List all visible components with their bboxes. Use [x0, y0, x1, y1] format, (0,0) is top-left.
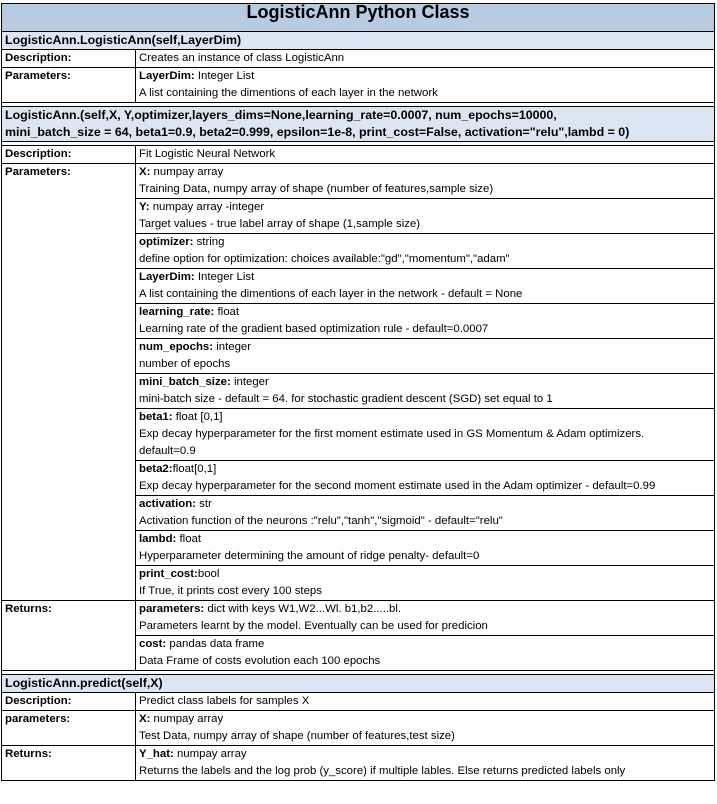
param-description: Training Data, numpy array of shape (number of features,sample size)	[139, 183, 494, 195]
return-description: Returns the labels and the log prob (y_score) if multiple lables. Else returns predicted labels only	[139, 765, 626, 777]
constructor-description: Creates an instance of class LogisticAnn	[136, 50, 715, 68]
param-header	[139, 461, 711, 478]
param-description: Activation function of the neurons :"relu","tanh","sigmoid" - default="relu"	[139, 515, 503, 527]
return-description: Data Frame of costs evolution each 100 epochs	[139, 655, 381, 667]
param-name: LayerDim:	[139, 271, 195, 283]
constructor-param-row	[2, 68, 715, 103]
predict-signature: LogisticAnn.predict(self,X)	[2, 675, 715, 693]
parameters-label: Parameters:	[2, 68, 136, 103]
predict-description: Predict class labels for samples X	[136, 693, 715, 711]
param-description: number of epochs	[139, 358, 231, 370]
param-type: numpay array	[150, 713, 224, 725]
description-label: Description:	[2, 50, 136, 68]
param-type: str	[195, 498, 212, 510]
param-cell	[136, 409, 715, 461]
param-type: float	[214, 306, 240, 318]
param-name: Y:	[139, 201, 150, 213]
fit-description-row	[2, 146, 715, 164]
param-description: Test Data, numpy array of shape (number of features,test size)	[139, 730, 455, 742]
param-header	[139, 68, 711, 85]
returns-label: Returns:	[2, 601, 136, 671]
return-cell	[136, 746, 715, 781]
param-type: Integer List	[194, 271, 255, 283]
predict-return-row	[2, 746, 715, 781]
param-type: float	[176, 533, 202, 545]
fit-signature-row	[2, 107, 715, 142]
param-type: bool	[197, 568, 220, 580]
predict-description-row	[2, 693, 715, 711]
param-header	[139, 164, 711, 181]
fit-param-row	[2, 164, 715, 199]
fit-signature	[2, 107, 715, 142]
param-name: print_cost:	[139, 568, 198, 580]
return-cell	[136, 636, 715, 671]
class-doc-table	[1, 3, 715, 781]
param-type: string	[193, 236, 225, 248]
param-header	[139, 531, 711, 548]
constructor-signature: LogisticAnn.LogisticAnn(self,LayerDim)	[2, 32, 715, 50]
param-name: optimizer:	[139, 236, 194, 248]
param-name: mini_batch_size:	[139, 376, 231, 388]
param-header	[139, 234, 711, 251]
param-cell	[136, 234, 715, 269]
param-cell	[136, 461, 715, 496]
param-name: LayerDim:	[139, 70, 195, 82]
param-cell	[136, 566, 715, 601]
param-name: beta1:	[139, 411, 173, 423]
return-header	[139, 746, 711, 763]
param-header	[139, 374, 711, 391]
param-header	[139, 304, 711, 321]
param-description: A list containing the dimentions of each layer in the network - default = None	[139, 288, 523, 300]
param-description: mini-batch size - default = 64. for stochastic gradient descent (SGD) set equal to 1	[139, 393, 553, 405]
fit-return-row	[2, 601, 715, 636]
param-cell	[136, 269, 715, 304]
return-name: parameters:	[139, 603, 205, 615]
predict-signature-row	[2, 675, 715, 693]
param-description: Learning rate of the gradient based optimization rule - default=0.0007	[139, 323, 489, 335]
param-cell	[136, 374, 715, 409]
page-title: LogisticAnn Python Class	[2, 4, 715, 32]
param-type: numpay array -integer	[149, 201, 265, 213]
param-cell	[136, 711, 715, 746]
param-description-continued: default=0.9	[139, 445, 196, 457]
param-description: Hyperparameter determining the amount of ridge penalty- default=0	[139, 550, 480, 562]
return-type: pandas data frame	[166, 638, 265, 650]
param-name: lambd:	[139, 533, 177, 545]
param-description: If True, it prints cost every 100 steps	[139, 585, 322, 597]
param-cell	[136, 199, 715, 234]
param-name: X:	[139, 713, 151, 725]
parameters-label: parameters:	[2, 711, 136, 746]
param-type: numpay array	[150, 166, 224, 178]
description-label: Description:	[2, 693, 136, 711]
return-type: numpay array	[173, 748, 247, 760]
param-type: integer	[230, 376, 269, 388]
parameters-label: Parameters:	[2, 164, 136, 601]
param-cell	[136, 496, 715, 531]
return-name: cost:	[139, 638, 167, 650]
param-description: Target values - true label array of shape (1,sample size)	[139, 218, 421, 230]
description-label: Description:	[2, 146, 136, 164]
param-header	[139, 566, 711, 583]
param-cell	[136, 68, 715, 103]
param-name: X:	[139, 166, 151, 178]
constructor-signature-row	[2, 32, 715, 50]
title-row	[2, 4, 715, 32]
param-header	[139, 199, 711, 216]
fit-signature-line-1: LogisticAnn.(self,X, Y,optimizer,layers_dims=None,learning_rate=0.0007, num_epochs=10000,	[5, 108, 557, 122]
param-type: Integer List	[194, 70, 255, 82]
constructor-description-row	[2, 50, 715, 68]
return-cell	[136, 601, 715, 636]
return-header	[139, 636, 711, 653]
param-name: beta2:	[139, 463, 173, 475]
param-header	[139, 496, 711, 513]
param-header	[139, 711, 711, 728]
fit-description: Fit Logistic Neural Network	[136, 146, 715, 164]
param-cell	[136, 531, 715, 566]
param-header	[139, 269, 711, 286]
param-description: Exp decay hyperparameter for the first moment estimate used in GS Momentum & Adam optimizers.	[139, 428, 645, 440]
param-name: learning_rate:	[139, 306, 215, 318]
predict-param-row	[2, 711, 715, 746]
param-name: num_epochs:	[139, 341, 214, 353]
param-name: activation:	[139, 498, 196, 510]
param-description: A list containing the dimentions of each layer in the network	[139, 87, 438, 99]
fit-signature-line-2: mini_batch_size = 64, beta1=0.9, beta2=0.999, epsilon=1e-8, print_cost=False, activation="relu",lambd = 0)	[5, 125, 630, 139]
return-type: dict with keys W1,W2...Wl. b1,b2.....bl.	[204, 603, 402, 615]
param-cell	[136, 164, 715, 199]
return-header	[139, 601, 711, 618]
returns-label: Returns:	[2, 746, 136, 781]
param-description: Exp decay hyperparameter for the second moment estimate used in the Adam optimizer - default=0.99	[139, 480, 656, 492]
param-description: define option for optimization: choices available:"gd","momentum","adam"	[139, 253, 510, 265]
param-header	[139, 409, 711, 426]
param-type: float [0,1]	[172, 411, 223, 423]
param-type: integer	[213, 341, 252, 353]
return-name: Y_hat:	[139, 748, 174, 760]
param-header	[139, 339, 711, 356]
param-cell	[136, 339, 715, 374]
return-description: Parameters learnt by the model. Eventually can be used for predicion	[139, 620, 488, 632]
param-cell	[136, 304, 715, 339]
param-type: float[0,1]	[172, 463, 217, 475]
